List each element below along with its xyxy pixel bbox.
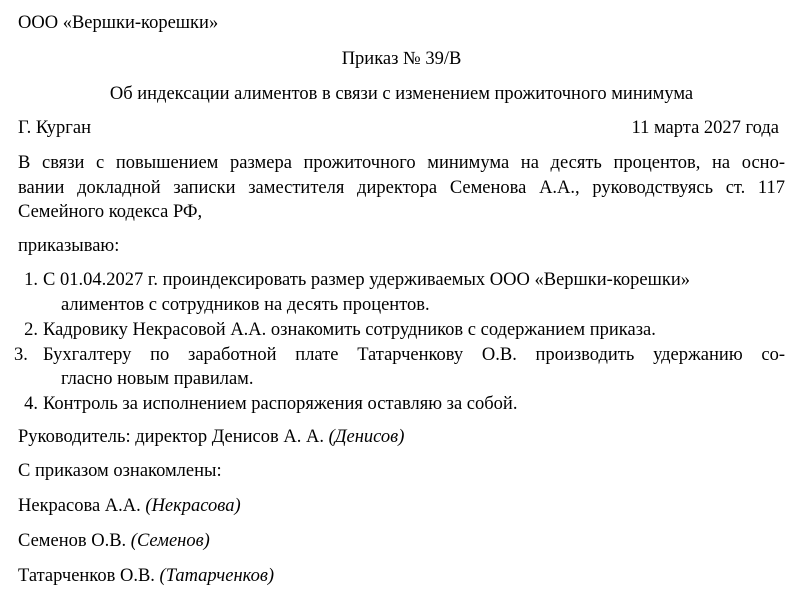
head-signature-line <box>18 425 785 449</box>
signatory-signature: (Татарченков) <box>159 566 275 586</box>
item-number: 1. <box>24 270 38 290</box>
order-word: приказываю: <box>18 236 120 256</box>
preamble-line: В связи с повышением размера прожиточного минимума на десять процентов, на осно- <box>18 153 785 173</box>
head-label: Руководитель: директор Денисов А. А. <box>18 427 324 447</box>
item-text: алиментов с сотрудников на десять процентов. <box>61 295 430 315</box>
item-text: Бухгалтеру по заработной плате Татарченкову О.В. производить удержанию со- <box>43 345 785 365</box>
acquainted-label: С приказом ознакомлены: <box>18 461 222 481</box>
signatory-row <box>18 564 785 588</box>
preamble-line: Семейного кодекса РФ, <box>18 202 203 222</box>
order-subject: Об индексации алиментов в связи с изменением прожиточного минимума <box>109 84 694 104</box>
preamble-line: вании докладной записки заместителя директора Семенова А.А., руководствуясь ст. 117 <box>18 178 785 198</box>
signatory-row <box>18 494 785 518</box>
city: Г. Курган <box>18 118 92 138</box>
signatory-name: Татарченков О.В. <box>18 566 155 586</box>
order-item <box>14 318 785 342</box>
order-item <box>14 343 785 367</box>
signatory-signature: (Некрасова) <box>145 496 241 516</box>
head-signature: (Денисов) <box>328 427 405 447</box>
order-item <box>14 268 785 292</box>
item-number: 3. <box>14 345 28 365</box>
company-name: ООО «Вершки-корешки» <box>18 13 219 33</box>
order-item <box>14 392 785 416</box>
signatory-name: Некрасова А.А. <box>18 496 141 516</box>
item-text: Кадровику Некрасовой А.А. ознакомить сотрудников с содержанием приказа. <box>43 320 656 340</box>
item-text: Контроль за исполнением распоряжения оставляю за собой. <box>43 394 518 414</box>
item-text: гласно новым правилам. <box>61 369 254 389</box>
signatory-signature: (Семенов) <box>130 531 210 551</box>
signatory-row <box>18 529 785 553</box>
order-date: 11 марта 2027 года <box>631 118 779 138</box>
order-title: Приказ № 39/В <box>341 49 462 69</box>
item-number: 2. <box>24 320 38 340</box>
item-text: С 01.04.2027 г. проиндексировать размер удерживаемых ООО «Вершки-корешки» <box>43 270 690 290</box>
signatory-name: Семенов О.В. <box>18 531 127 551</box>
item-number: 4. <box>24 394 38 414</box>
